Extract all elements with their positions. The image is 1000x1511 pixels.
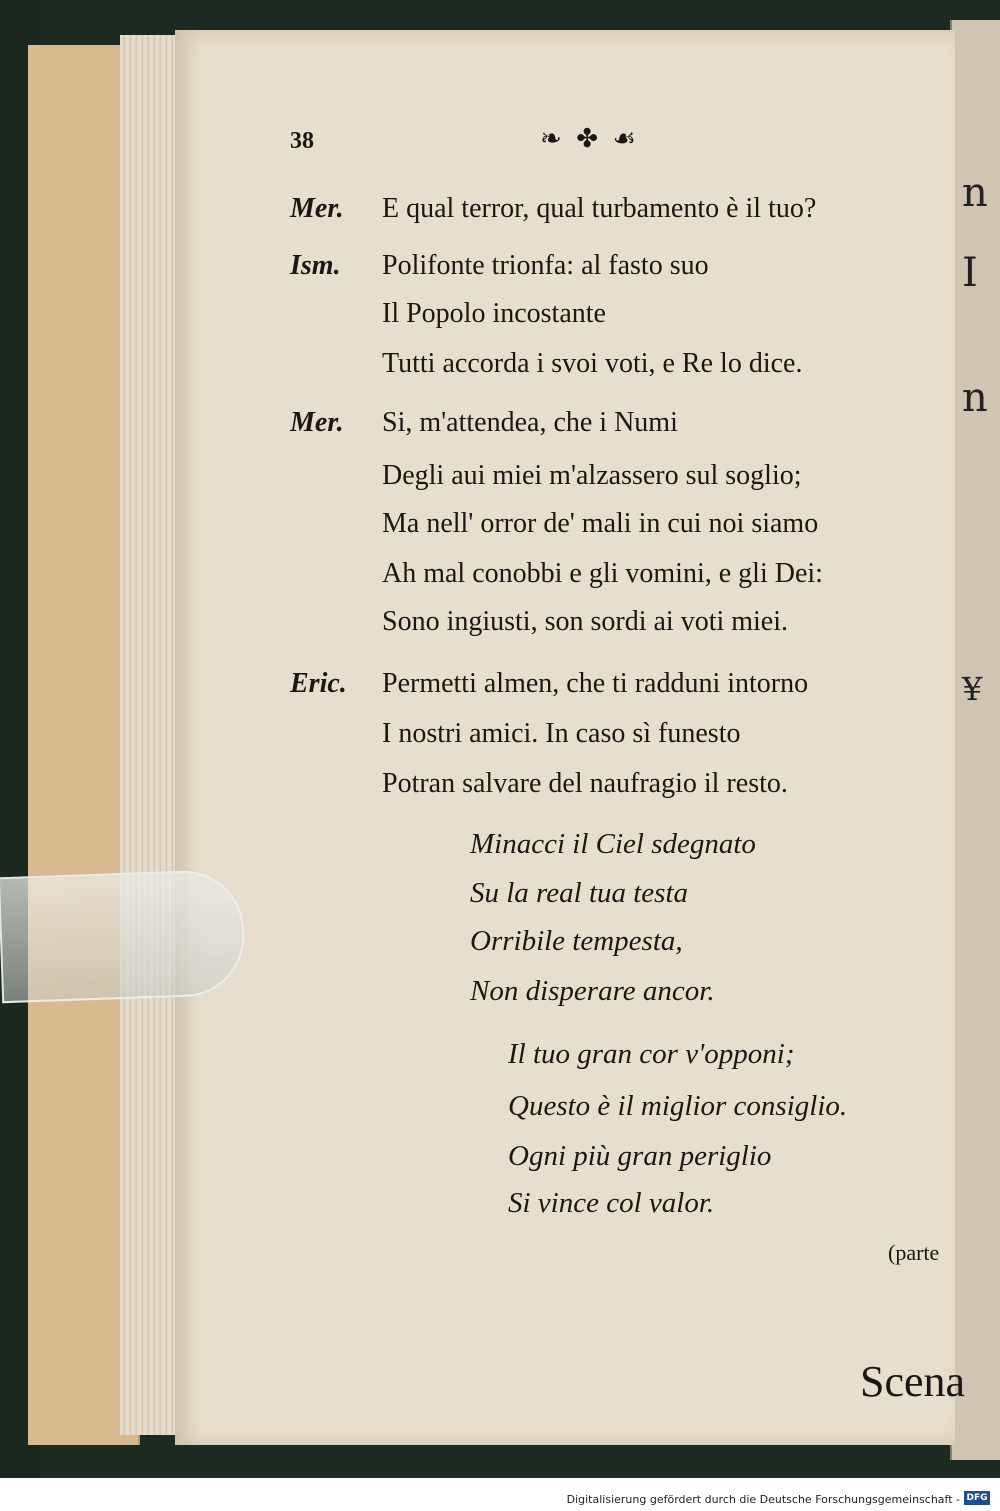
dfg-logo: DFG (964, 1491, 990, 1505)
catchword: Scena (860, 1357, 966, 1406)
verse-line: Polifonte trionfa: al fasto suo (382, 250, 709, 281)
facing-glyph: n (962, 375, 988, 421)
aria-line: Ogni più gran periglio (508, 1140, 772, 1172)
verse-line: Tutti accorda i svoi voti, e Re lo dice. (382, 348, 803, 379)
facing-glyph: ¥ (962, 670, 983, 708)
glass-bookmark (0, 869, 246, 1003)
speaker-label: Mer. (290, 193, 344, 224)
verse-line: Ah mal conobbi e gli vomini, e gli Dei: (382, 558, 823, 589)
verse-line: Si, m'attendea, che i Numi (382, 407, 678, 438)
aria-line: Non disperare ancor. (470, 975, 715, 1007)
verse-line: Sono ingiusti, son sordi ai voti miei. (382, 606, 789, 637)
verse-line: Potran salvare del naufragio il resto. (382, 768, 788, 799)
aria-line: Su la real tua testa (470, 877, 689, 909)
verse-line: Permetti almen, che ti radduni intorno (382, 668, 809, 699)
footer-credit: Digitalisierung gefördert durch die Deutsche Forschungsgemeinschaft - (566, 1493, 960, 1506)
verse-line: Degli aui miei m'alzassero sul soglio; (382, 460, 802, 491)
speaker-label: Mer. (290, 407, 344, 438)
aria-line: Minacci il Ciel sdegnato (470, 828, 756, 860)
facing-page (950, 20, 1000, 1460)
aria-line: Orribile tempesta, (470, 925, 683, 957)
facing-glyph: I (962, 250, 978, 296)
verse-line: I nostri amici. In caso sì funesto (382, 718, 741, 749)
speaker-label: Ism. (290, 250, 341, 281)
facing-glyph: n (962, 170, 988, 216)
stage-direction: (parte (888, 1240, 940, 1265)
aria-line: Il tuo gran cor v'opponi; (508, 1038, 795, 1070)
verse-line: Ma nell' orror de' mali in cui noi siamo (382, 508, 819, 539)
header-ornament: ❧ ✤ ☙ (540, 124, 640, 153)
speaker-label: Eric. (290, 668, 347, 699)
page-number: 38 (290, 128, 314, 154)
verse-line: E qual terror, qual turbamento è il tuo? (382, 193, 817, 224)
aria-line: Questo è il miglior consiglio. (508, 1090, 848, 1122)
aria-line: Si vince col valor. (508, 1187, 715, 1219)
verse-line: Il Popolo incostante (382, 298, 606, 329)
